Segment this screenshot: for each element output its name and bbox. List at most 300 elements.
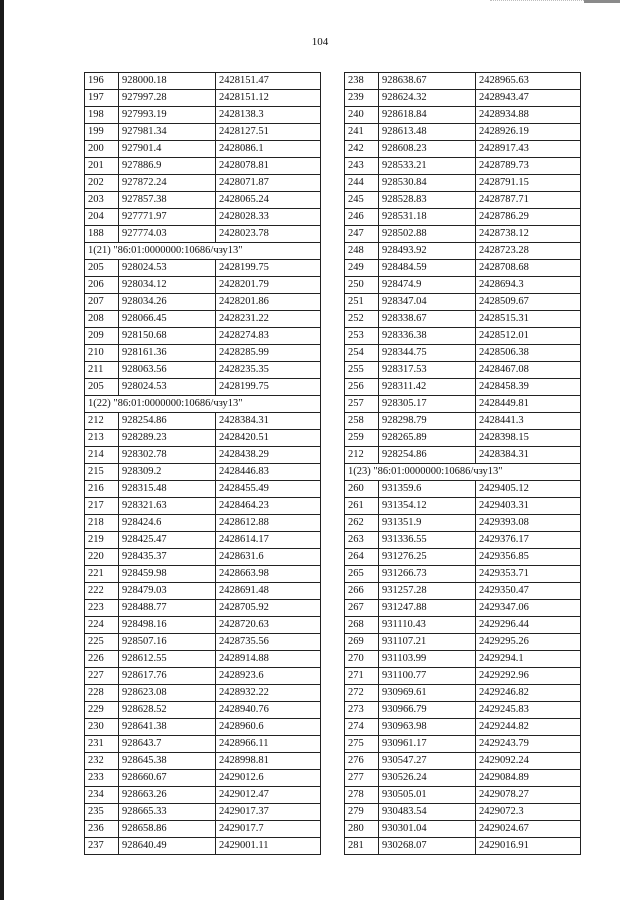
x-coordinate-cell: 928474.9 <box>379 277 476 294</box>
table-row <box>345 634 581 651</box>
y-coordinate-cell: 2429078.27 <box>476 787 581 804</box>
y-coordinate-cell: 2429243.79 <box>476 736 581 753</box>
x-coordinate-cell: 928628.52 <box>119 702 216 719</box>
x-coordinate-cell: 928000.18 <box>119 73 216 90</box>
table-row <box>85 617 321 634</box>
x-coordinate-cell: 928309.2 <box>119 464 216 481</box>
point-number-cell: 242 <box>345 141 379 158</box>
point-number-cell: 232 <box>85 753 119 770</box>
point-number-cell: 203 <box>85 192 119 209</box>
point-number-cell: 202 <box>85 175 119 192</box>
y-coordinate-cell: 2428065.24 <box>216 192 321 209</box>
point-number-cell: 252 <box>345 311 379 328</box>
table-row <box>85 141 321 158</box>
y-coordinate-cell: 2428614.17 <box>216 532 321 549</box>
point-number-cell: 218 <box>85 515 119 532</box>
point-number-cell: 250 <box>345 277 379 294</box>
x-coordinate-cell: 928530.84 <box>379 175 476 192</box>
table-row <box>345 532 581 549</box>
y-coordinate-cell: 2428917.43 <box>476 141 581 158</box>
table-row <box>345 311 581 328</box>
x-coordinate-cell: 928315.48 <box>119 481 216 498</box>
table-row <box>85 447 321 464</box>
table-row <box>85 838 321 855</box>
point-number-cell: 188 <box>85 226 119 243</box>
y-coordinate-cell: 2428506.38 <box>476 345 581 362</box>
point-number-cell: 255 <box>345 362 379 379</box>
table-row <box>345 583 581 600</box>
x-coordinate-cell: 928528.83 <box>379 192 476 209</box>
point-number-cell: 254 <box>345 345 379 362</box>
point-number-cell: 210 <box>85 345 119 362</box>
page-number: 104 <box>311 36 329 48</box>
y-coordinate-cell: 2428720.63 <box>216 617 321 634</box>
y-coordinate-cell: 2429001.11 <box>216 838 321 855</box>
point-number-cell: 241 <box>345 124 379 141</box>
y-coordinate-cell: 2429353.71 <box>476 566 581 583</box>
x-coordinate-cell: 928502.88 <box>379 226 476 243</box>
point-number-cell: 205 <box>85 260 119 277</box>
table-row <box>345 566 581 583</box>
point-number-cell: 263 <box>345 532 379 549</box>
table-row <box>85 124 321 141</box>
y-coordinate-cell: 2429403.31 <box>476 498 581 515</box>
point-number-cell: 206 <box>85 277 119 294</box>
table-row <box>345 107 581 124</box>
x-coordinate-cell: 928302.78 <box>119 447 216 464</box>
x-coordinate-cell: 928660.67 <box>119 770 216 787</box>
y-coordinate-cell: 2428631.6 <box>216 549 321 566</box>
table-row <box>85 787 321 804</box>
table-row <box>85 311 321 328</box>
x-coordinate-cell: 928663.26 <box>119 787 216 804</box>
table-row <box>85 430 321 447</box>
point-number-cell: 227 <box>85 668 119 685</box>
y-coordinate-cell: 2429244.82 <box>476 719 581 736</box>
table-row <box>345 362 581 379</box>
x-coordinate-cell: 931110.43 <box>379 617 476 634</box>
x-coordinate-cell: 928254.86 <box>379 447 476 464</box>
y-coordinate-cell: 2428028.33 <box>216 209 321 226</box>
table-row <box>345 804 581 821</box>
table-row <box>345 413 581 430</box>
point-number-cell: 249 <box>345 260 379 277</box>
y-coordinate-cell: 2429246.82 <box>476 685 581 702</box>
y-coordinate-cell: 2428285.99 <box>216 345 321 362</box>
x-coordinate-cell: 928638.67 <box>379 73 476 90</box>
table-row <box>85 260 321 277</box>
point-number-cell: 212 <box>345 447 379 464</box>
table-row <box>345 719 581 736</box>
point-number-cell: 209 <box>85 328 119 345</box>
x-coordinate-cell: 931100.77 <box>379 668 476 685</box>
table-row <box>85 362 321 379</box>
x-coordinate-cell: 928336.38 <box>379 328 476 345</box>
y-coordinate-cell: 2428071.87 <box>216 175 321 192</box>
point-number-cell: 240 <box>345 107 379 124</box>
x-coordinate-cell: 928254.86 <box>119 413 216 430</box>
section-header-row <box>85 243 321 260</box>
table-row <box>85 583 321 600</box>
table-row <box>85 345 321 362</box>
x-coordinate-cell: 928623.08 <box>119 685 216 702</box>
y-coordinate-cell: 2429294.1 <box>476 651 581 668</box>
point-number-cell: 247 <box>345 226 379 243</box>
scan-corner-mark <box>490 0 620 5</box>
x-coordinate-cell: 928289.23 <box>119 430 216 447</box>
y-coordinate-cell: 2428738.12 <box>476 226 581 243</box>
point-number-cell: 280 <box>345 821 379 838</box>
table-row <box>85 600 321 617</box>
y-coordinate-cell: 2428398.15 <box>476 430 581 447</box>
y-coordinate-cell: 2428663.98 <box>216 566 321 583</box>
y-coordinate-cell: 2428787.71 <box>476 192 581 209</box>
point-number-cell: 279 <box>345 804 379 821</box>
x-coordinate-cell: 928612.55 <box>119 651 216 668</box>
y-coordinate-cell: 2429245.83 <box>476 702 581 719</box>
y-coordinate-cell: 2429024.67 <box>476 821 581 838</box>
point-number-cell: 246 <box>345 209 379 226</box>
x-coordinate-cell: 928640.49 <box>119 838 216 855</box>
y-coordinate-cell: 2428735.56 <box>216 634 321 651</box>
y-coordinate-cell: 2428086.1 <box>216 141 321 158</box>
y-coordinate-cell: 2428708.68 <box>476 260 581 277</box>
table-row <box>345 498 581 515</box>
point-number-cell: 251 <box>345 294 379 311</box>
point-number-cell: 216 <box>85 481 119 498</box>
x-coordinate-cell: 928643.7 <box>119 736 216 753</box>
table-row <box>345 345 581 362</box>
y-coordinate-cell: 2429376.17 <box>476 532 581 549</box>
point-number-cell: 238 <box>345 73 379 90</box>
y-coordinate-cell: 2428926.19 <box>476 124 581 141</box>
point-number-cell: 271 <box>345 668 379 685</box>
table-row <box>85 515 321 532</box>
table-row <box>85 736 321 753</box>
table-row <box>345 158 581 175</box>
table-row <box>85 158 321 175</box>
table-row <box>85 821 321 838</box>
table-row <box>345 447 581 464</box>
point-number-cell: 199 <box>85 124 119 141</box>
point-number-cell: 205 <box>85 379 119 396</box>
y-coordinate-cell: 2429012.47 <box>216 787 321 804</box>
table-row <box>85 532 321 549</box>
x-coordinate-cell: 928493.92 <box>379 243 476 260</box>
y-coordinate-cell: 2428791.15 <box>476 175 581 192</box>
table-row <box>345 481 581 498</box>
x-coordinate-cell: 928507.16 <box>119 634 216 651</box>
x-coordinate-cell: 928161.36 <box>119 345 216 362</box>
table-row <box>345 668 581 685</box>
y-coordinate-cell: 2428235.35 <box>216 362 321 379</box>
y-coordinate-cell: 2429292.96 <box>476 668 581 685</box>
section-label: 1(23) "86:01:0000000:10686/чзу13" <box>345 464 581 481</box>
table-row <box>345 260 581 277</box>
table-row <box>345 90 581 107</box>
x-coordinate-cell: 928265.89 <box>379 430 476 447</box>
x-coordinate-cell: 927901.4 <box>119 141 216 158</box>
y-coordinate-cell: 2428078.81 <box>216 158 321 175</box>
y-coordinate-cell: 2428384.31 <box>476 447 581 464</box>
point-number-cell: 204 <box>85 209 119 226</box>
table-row <box>345 515 581 532</box>
table-row <box>345 685 581 702</box>
y-coordinate-cell: 2429084.89 <box>476 770 581 787</box>
point-number-cell: 261 <box>345 498 379 515</box>
y-coordinate-cell: 2428151.12 <box>216 90 321 107</box>
x-coordinate-cell: 928321.63 <box>119 498 216 515</box>
x-coordinate-cell: 928424.6 <box>119 515 216 532</box>
table-row <box>85 566 321 583</box>
y-coordinate-cell: 2428705.92 <box>216 600 321 617</box>
point-number-cell: 256 <box>345 379 379 396</box>
point-number-cell: 197 <box>85 90 119 107</box>
x-coordinate-cell: 928150.68 <box>119 328 216 345</box>
y-coordinate-cell: 2428998.81 <box>216 753 321 770</box>
x-coordinate-cell: 928484.59 <box>379 260 476 277</box>
y-coordinate-cell: 2428438.29 <box>216 447 321 464</box>
table-row <box>345 821 581 838</box>
table-row <box>345 549 581 566</box>
y-coordinate-cell: 2429350.47 <box>476 583 581 600</box>
point-number-cell: 219 <box>85 532 119 549</box>
x-coordinate-cell: 930483.54 <box>379 804 476 821</box>
coordinates-table-left <box>84 72 321 855</box>
point-number-cell: 215 <box>85 464 119 481</box>
x-coordinate-cell: 928034.26 <box>119 294 216 311</box>
table-row <box>85 175 321 192</box>
table-row <box>345 226 581 243</box>
table-row <box>345 73 581 90</box>
y-coordinate-cell: 2428449.81 <box>476 396 581 413</box>
point-number-cell: 222 <box>85 583 119 600</box>
point-number-cell: 233 <box>85 770 119 787</box>
table-row <box>345 430 581 447</box>
x-coordinate-cell: 930547.27 <box>379 753 476 770</box>
table-row <box>85 651 321 668</box>
point-number-cell: 257 <box>345 396 379 413</box>
x-coordinate-cell: 931247.88 <box>379 600 476 617</box>
x-coordinate-cell: 928435.37 <box>119 549 216 566</box>
table-row <box>345 192 581 209</box>
x-coordinate-cell: 928034.12 <box>119 277 216 294</box>
y-coordinate-cell: 2429017.7 <box>216 821 321 838</box>
y-coordinate-cell: 2428446.83 <box>216 464 321 481</box>
x-coordinate-cell: 927993.19 <box>119 107 216 124</box>
x-coordinate-cell: 928624.32 <box>379 90 476 107</box>
x-coordinate-cell: 928311.42 <box>379 379 476 396</box>
table-row <box>345 277 581 294</box>
y-coordinate-cell: 2428960.6 <box>216 719 321 736</box>
table-row <box>345 379 581 396</box>
y-coordinate-cell: 2428934.88 <box>476 107 581 124</box>
x-coordinate-cell: 928063.56 <box>119 362 216 379</box>
x-coordinate-cell: 928459.98 <box>119 566 216 583</box>
point-number-cell: 213 <box>85 430 119 447</box>
x-coordinate-cell: 928305.17 <box>379 396 476 413</box>
point-number-cell: 266 <box>345 583 379 600</box>
point-number-cell: 278 <box>345 787 379 804</box>
table-row <box>85 226 321 243</box>
x-coordinate-cell: 928425.47 <box>119 532 216 549</box>
table-row <box>345 124 581 141</box>
table-row <box>85 702 321 719</box>
x-coordinate-cell: 928533.21 <box>379 158 476 175</box>
point-number-cell: 196 <box>85 73 119 90</box>
point-number-cell: 211 <box>85 362 119 379</box>
y-coordinate-cell: 2428199.75 <box>216 260 321 277</box>
y-coordinate-cell: 2428441.3 <box>476 413 581 430</box>
x-coordinate-cell: 931107.21 <box>379 634 476 651</box>
x-coordinate-cell: 928479.03 <box>119 583 216 600</box>
table-row <box>85 498 321 515</box>
table-row <box>345 209 581 226</box>
y-coordinate-cell: 2428127.51 <box>216 124 321 141</box>
point-number-cell: 239 <box>345 90 379 107</box>
table-row <box>345 736 581 753</box>
point-number-cell: 260 <box>345 481 379 498</box>
x-coordinate-cell: 930526.24 <box>379 770 476 787</box>
y-coordinate-cell: 2429092.24 <box>476 753 581 770</box>
y-coordinate-cell: 2429295.26 <box>476 634 581 651</box>
point-number-cell: 235 <box>85 804 119 821</box>
point-number-cell: 264 <box>345 549 379 566</box>
point-number-cell: 244 <box>345 175 379 192</box>
point-number-cell: 245 <box>345 192 379 209</box>
x-coordinate-cell: 927872.24 <box>119 175 216 192</box>
y-coordinate-cell: 2429393.08 <box>476 515 581 532</box>
y-coordinate-cell: 2428420.51 <box>216 430 321 447</box>
y-coordinate-cell: 2429405.12 <box>476 481 581 498</box>
point-number-cell: 236 <box>85 821 119 838</box>
y-coordinate-cell: 2428789.73 <box>476 158 581 175</box>
x-coordinate-cell: 928317.53 <box>379 362 476 379</box>
x-coordinate-cell: 928338.67 <box>379 311 476 328</box>
y-coordinate-cell: 2428943.47 <box>476 90 581 107</box>
x-coordinate-cell: 930505.01 <box>379 787 476 804</box>
table-row <box>85 90 321 107</box>
point-number-cell: 259 <box>345 430 379 447</box>
table-row <box>345 702 581 719</box>
point-number-cell: 274 <box>345 719 379 736</box>
table-row <box>85 804 321 821</box>
point-number-cell: 217 <box>85 498 119 515</box>
point-number-cell: 207 <box>85 294 119 311</box>
point-number-cell: 270 <box>345 651 379 668</box>
x-coordinate-cell: 930966.79 <box>379 702 476 719</box>
x-coordinate-cell: 928498.16 <box>119 617 216 634</box>
table-row <box>345 243 581 260</box>
x-coordinate-cell: 928608.23 <box>379 141 476 158</box>
x-coordinate-cell: 931266.73 <box>379 566 476 583</box>
y-coordinate-cell: 2428966.11 <box>216 736 321 753</box>
table-row <box>85 668 321 685</box>
x-coordinate-cell: 928531.18 <box>379 209 476 226</box>
point-number-cell: 224 <box>85 617 119 634</box>
x-coordinate-cell: 927997.28 <box>119 90 216 107</box>
point-number-cell: 253 <box>345 328 379 345</box>
y-coordinate-cell: 2429296.44 <box>476 617 581 634</box>
x-coordinate-cell: 928024.53 <box>119 260 216 277</box>
y-coordinate-cell: 2429072.3 <box>476 804 581 821</box>
x-coordinate-cell: 928066.45 <box>119 311 216 328</box>
table-row <box>345 600 581 617</box>
x-coordinate-cell: 928298.79 <box>379 413 476 430</box>
table-row <box>85 209 321 226</box>
point-number-cell: 228 <box>85 685 119 702</box>
x-coordinate-cell: 930963.98 <box>379 719 476 736</box>
point-number-cell: 234 <box>85 787 119 804</box>
y-coordinate-cell: 2429347.06 <box>476 600 581 617</box>
y-coordinate-cell: 2428512.01 <box>476 328 581 345</box>
coordinates-table-right <box>344 72 581 855</box>
y-coordinate-cell: 2428509.67 <box>476 294 581 311</box>
x-coordinate-cell: 931336.55 <box>379 532 476 549</box>
table-row <box>345 787 581 804</box>
table-row <box>85 634 321 651</box>
point-number-cell: 200 <box>85 141 119 158</box>
table-row <box>85 73 321 90</box>
x-coordinate-cell: 928488.77 <box>119 600 216 617</box>
x-coordinate-cell: 928613.48 <box>379 124 476 141</box>
point-number-cell: 220 <box>85 549 119 566</box>
section-header-row <box>345 464 581 481</box>
point-number-cell: 273 <box>345 702 379 719</box>
y-coordinate-cell: 2428201.79 <box>216 277 321 294</box>
point-number-cell: 267 <box>345 600 379 617</box>
table-row <box>345 770 581 787</box>
x-coordinate-cell: 931359.6 <box>379 481 476 498</box>
y-coordinate-cell: 2428151.47 <box>216 73 321 90</box>
table-row <box>85 328 321 345</box>
x-coordinate-cell: 927886.9 <box>119 158 216 175</box>
point-number-cell: 272 <box>345 685 379 702</box>
table-row <box>345 141 581 158</box>
point-number-cell: 229 <box>85 702 119 719</box>
table-row <box>85 413 321 430</box>
point-number-cell: 223 <box>85 600 119 617</box>
x-coordinate-cell: 928665.33 <box>119 804 216 821</box>
point-number-cell: 226 <box>85 651 119 668</box>
table-row <box>345 838 581 855</box>
point-number-cell: 225 <box>85 634 119 651</box>
table-row <box>345 328 581 345</box>
table-row <box>85 719 321 736</box>
point-number-cell: 265 <box>345 566 379 583</box>
x-coordinate-cell: 928347.04 <box>379 294 476 311</box>
y-coordinate-cell: 2428965.63 <box>476 73 581 90</box>
y-coordinate-cell: 2428455.49 <box>216 481 321 498</box>
table-row <box>85 464 321 481</box>
point-number-cell: 221 <box>85 566 119 583</box>
y-coordinate-cell: 2428914.88 <box>216 651 321 668</box>
y-coordinate-cell: 2428201.86 <box>216 294 321 311</box>
y-coordinate-cell: 2428199.75 <box>216 379 321 396</box>
table-row <box>345 396 581 413</box>
table-row <box>85 685 321 702</box>
x-coordinate-cell: 931276.25 <box>379 549 476 566</box>
y-coordinate-cell: 2428923.6 <box>216 668 321 685</box>
section-label: 1(22) "86:01:0000000:10686/чзу13" <box>85 396 321 413</box>
y-coordinate-cell: 2428231.22 <box>216 311 321 328</box>
x-coordinate-cell: 930969.61 <box>379 685 476 702</box>
section-label: 1(21) "86:01:0000000:10686/чзу13" <box>85 243 321 260</box>
table-row <box>85 549 321 566</box>
table-row <box>85 770 321 787</box>
point-number-cell: 281 <box>345 838 379 855</box>
y-coordinate-cell: 2428464.23 <box>216 498 321 515</box>
